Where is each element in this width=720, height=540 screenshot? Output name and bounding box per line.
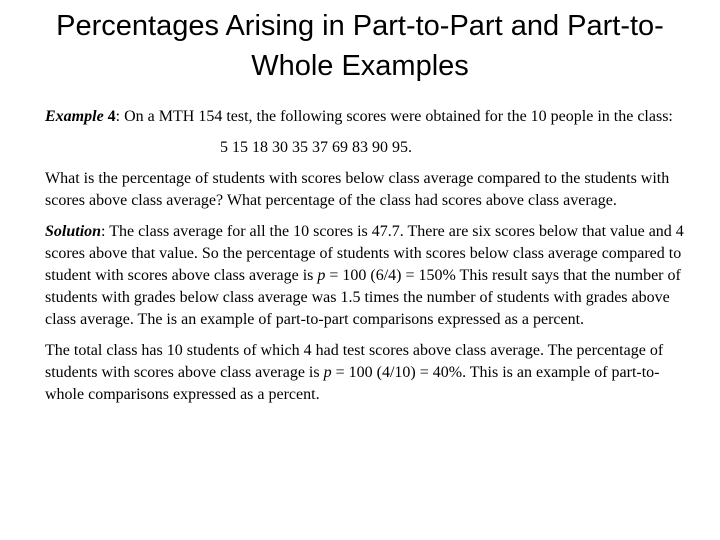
solution-text-end: = 100 (6/4) = 150% This result says that the number of students with grades below class average was 1.5 times the number of students with grades above class average. The is an example of part-to-part comparisons expressed as a percent. [45,267,681,328]
solution-text-start: : The class average for all the 10 scores is 47.7. There are six scores below that value and 4 scores above that value. So the percentage of students with scores below class average compared to student with scores above class average is [45,223,684,284]
whole-text-start: The total class has 10 students of which 4 had test scores above class average. The percentage of students with scores above class average is [45,342,664,381]
example-label: Example [45,108,104,125]
example-number: 4 [103,108,116,125]
whole-text-end: = 100 (4/10) = 40%. This is an example of part-to-whole comparisons expressed as a percent. [45,364,660,403]
solution-p-symbol: p [317,267,326,284]
scores-list: 5 15 18 30 35 37 69 83 90 95. [220,139,412,156]
question-paragraph: What is the percentage of students with scores below class average compared to the students with scores above class average? What percentage of the class had scores above class average. [45,170,670,209]
solution-label: Solution [45,223,102,240]
slide-body [45,106,689,415]
slide-title: Percentages Arising in Part-to-Part and Part-to-Whole Examples [56,10,664,82]
solution-paragraph [45,221,689,331]
example-paragraph [45,106,689,128]
whole-paragraph [45,340,689,406]
whole-p-symbol: p [323,364,332,381]
example-text: : On a MTH 154 test, the following scores were obtained for the 10 people in the class: [115,108,673,125]
